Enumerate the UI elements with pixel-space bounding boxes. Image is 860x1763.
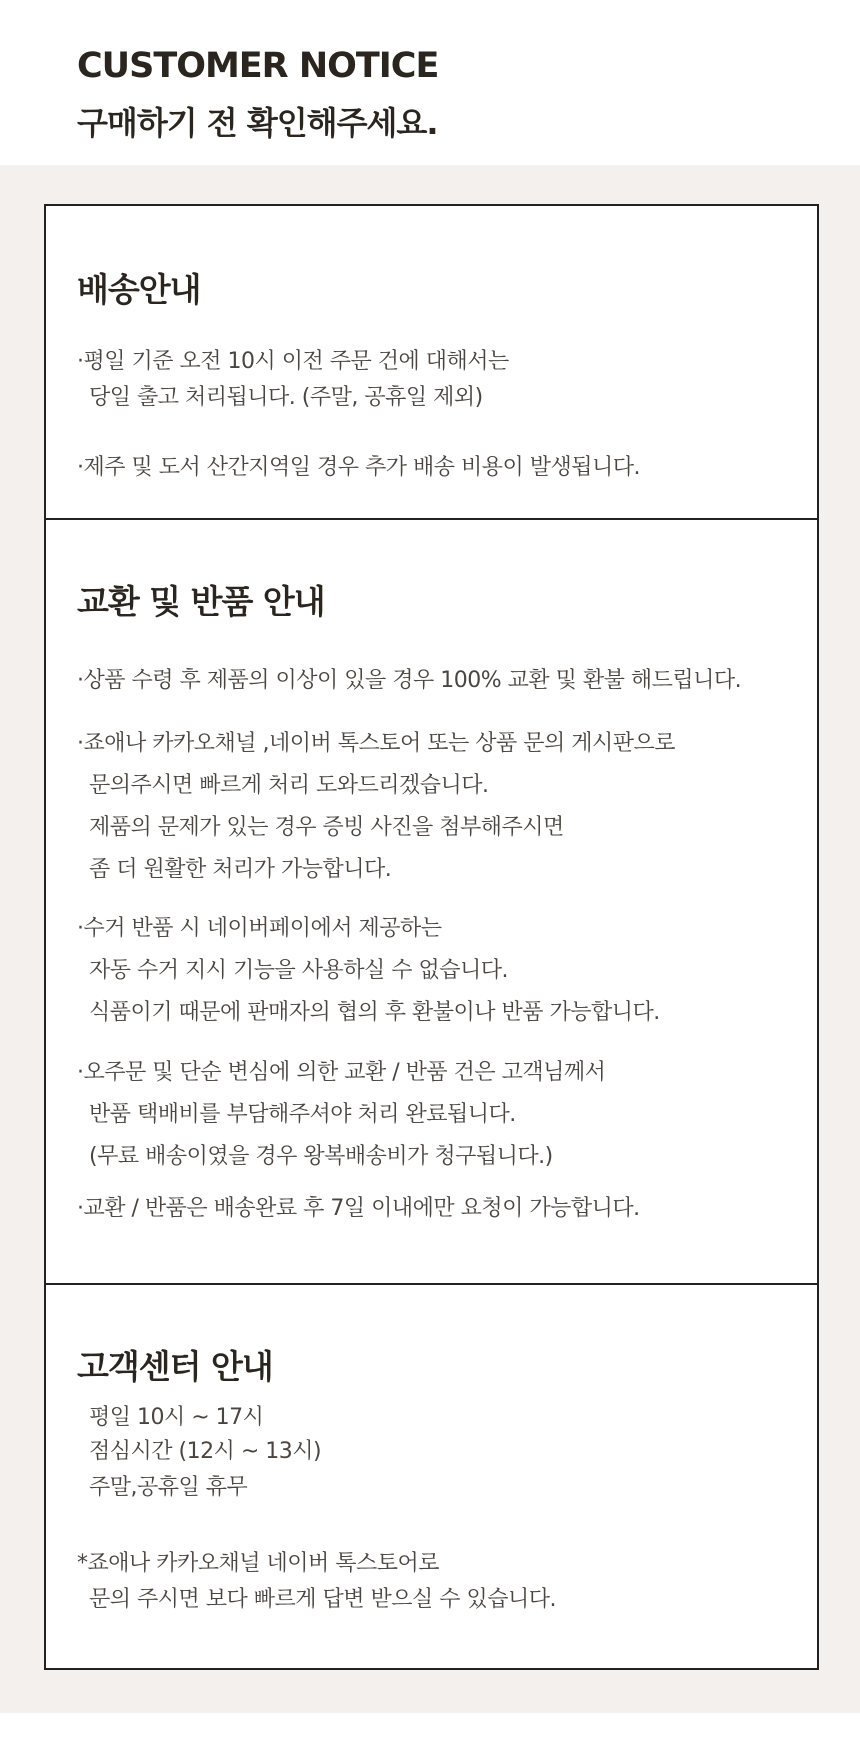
notice-header: [0, 0, 860, 165]
exchange-title: 교환 및 반품 안내: [77, 582, 325, 621]
header-title-kr: 구매하기 전 확인해주세요.: [77, 104, 438, 142]
customer-center-line: *죠애나 카카오채널 네이버 톡스토어로: [77, 1551, 440, 1576]
exchange-line: (무료 배송이였을 경우 왕복배송비가 청구됩니다.): [89, 1144, 553, 1169]
exchange-line: ·오주문 및 단순 변심에 의한 교환 / 반품 건은 고객님께서: [77, 1060, 606, 1085]
exchange-line: 식품이기 때문에 판매자의 협의 후 환불이나 반품 가능합니다.: [89, 1000, 660, 1025]
exchange-line: ·상품 수령 후 제품의 이상이 있을 경우 100% 교환 및 환불 해드립니다.: [77, 668, 742, 693]
exchange-line: ·교환 / 반품은 배송완료 후 7일 이내에만 요청이 가능합니다.: [77, 1196, 640, 1221]
section-divider: [44, 1283, 819, 1285]
customer-center-line: 문의 주시면 보다 빠르게 답변 받으실 수 있습니다.: [89, 1587, 556, 1612]
shipping-line: ·제주 및 도서 산간지역일 경우 추가 배송 비용이 발생됩니다.: [77, 455, 640, 480]
shipping-line: ·평일 기준 오전 10시 이전 주문 건에 대해서는: [77, 349, 509, 374]
exchange-line: 제품의 문제가 있는 경우 증빙 사진을 첨부해주시면: [89, 815, 564, 840]
exchange-line: 문의주시면 빠르게 처리 도와드리겠습니다.: [89, 773, 489, 798]
customer-center-title: 고객센터 안내: [77, 1347, 273, 1386]
exchange-line: 반품 택배비를 부담해주셔야 처리 완료됩니다.: [89, 1102, 516, 1127]
exchange-line: ·수거 반품 시 네이버페이에서 제공하는: [77, 916, 442, 941]
exchange-line: 자동 수거 지시 기능을 사용하실 수 없습니다.: [89, 958, 508, 983]
customer-center-line: 평일 10시 ~ 17시: [89, 1405, 264, 1430]
shipping-line: 당일 출고 처리됩니다. (주말, 공휴일 제외): [89, 385, 483, 410]
customer-center-line: 주말,공휴일 휴무: [89, 1475, 248, 1500]
exchange-line: ·죠애나 카카오채널 ,네이버 톡스토어 또는 상품 문의 게시판으로: [77, 731, 675, 756]
customer-center-line: 점심시간 (12시 ~ 13시): [89, 1439, 322, 1464]
exchange-line: 좀 더 원활한 처리가 가능합니다.: [89, 857, 392, 882]
section-divider: [44, 518, 819, 520]
header-title-en: CUSTOMER NOTICE: [77, 46, 439, 86]
shipping-title: 배송안내: [77, 270, 201, 309]
